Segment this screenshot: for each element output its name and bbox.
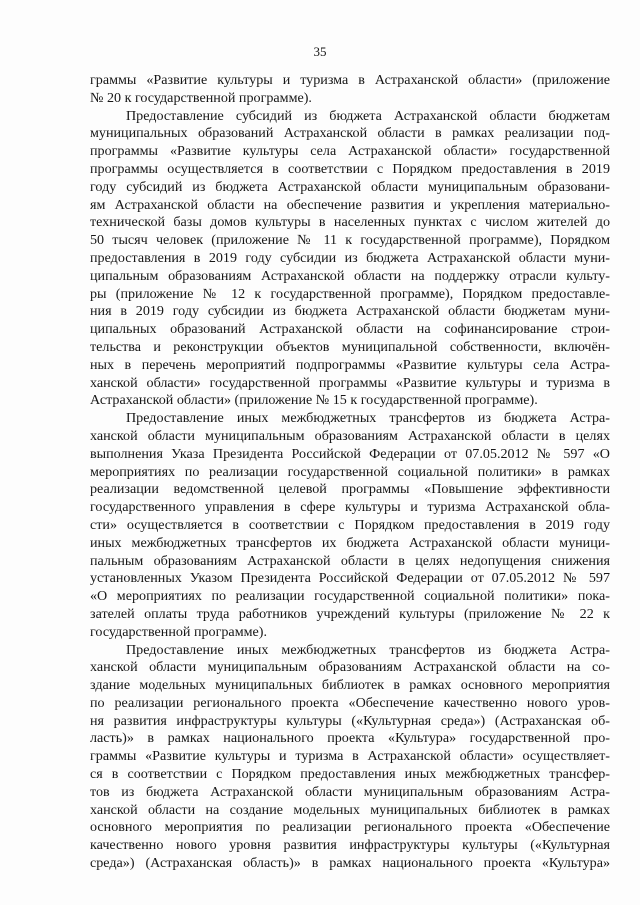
text-line: здание модельных муниципальных библиотек в рамках основного мероприятия: [90, 677, 610, 694]
text-line: программы «Развитие культуры села Астраханской области» государственной: [90, 143, 610, 160]
text-line: ры (приложение № 12 к государственной программе), Порядком предоставле-: [90, 285, 610, 302]
paragraph: [90, 72, 610, 108]
text-line: выполнения Указа Президента Российской Федерации от 07.05.2012 № 597 «О: [90, 445, 610, 462]
text-line: ханской области на создание модельных муниципальных библиотек в рамках: [90, 801, 610, 818]
text-line: Предоставление иных межбюджетных трансфертов из бюджета Астра-: [126, 410, 610, 427]
paragraph: [90, 410, 610, 641]
text-line: Предоставление субсидий из бюджета Астраханской области бюджетам: [126, 107, 610, 124]
text-line: ния в 2019 году субсидии из бюджета Астраханской области бюджетам муни-: [90, 303, 610, 320]
paragraph: [90, 108, 610, 411]
text-line: № 20 к государственной программе).: [90, 89, 312, 106]
text-line: по реализации регионального проекта «Обеспечение качественно нового уров-: [90, 694, 610, 711]
text-line: граммы «Развитие культуры и туризма в Астраханской области» осуществляет-: [90, 748, 610, 765]
text-line: пальным образованиям Астраханской области в целях недопущения снижения: [90, 552, 610, 569]
text-line: ханской области муниципальным образованиям Астраханской области на со-: [90, 659, 610, 676]
text-line: ся в соответствии с Порядком предоставления иных межбюджетных трансфер-: [90, 766, 610, 783]
text-line: предоставления в 2019 году субсидии из бюджета Астраханской области муни-: [90, 249, 610, 266]
text-line: тов из бюджета Астраханской области муниципальным образованиям Астра-: [90, 783, 610, 800]
text-line: сти» осуществляется в соответствии с Порядком предоставления в 2019 году: [90, 516, 610, 533]
text-line: качественно нового уровня развития инфраструктуры культуры («Культурная: [90, 837, 610, 854]
text-line: иных межбюджетных трансфертов их бюджета Астраханской области муници-: [90, 534, 610, 551]
text-line: ципальных образований Астраханской области на софинансирование строи-: [90, 321, 610, 338]
text-line: ям Астраханской области на обеспечение развития и укрепления материально-: [90, 196, 610, 213]
text-line: установленных Указом Президента Российской Федерации от 07.05.2012 № 597: [90, 570, 610, 587]
text-line: тельства и реконструкции объектов муниципальной собственности, включён-: [90, 338, 610, 355]
text-line: основного мероприятия по реализации регионального проекта «Обеспечение: [90, 819, 610, 836]
text-line: ханской области» государственной программы «Развитие культуры и туризма в: [90, 374, 610, 391]
text-line: программы осуществляется в соответствии с Порядком предоставления в 2019: [90, 160, 610, 177]
text-line: зателей оплаты труда работников учреждений культуры (приложение № 22 к: [90, 605, 610, 622]
text-line: Астраханской области» (приложение № 15 к государственной программе).: [90, 392, 538, 409]
text-line: ципальным образованиям Астраханской области на поддержку отрасли культу-: [90, 267, 610, 284]
text-line: ханской области муниципальным образованиям Астраханской области в целях: [90, 427, 610, 444]
text-line: реализации ведомственной целевой программы «Повышение эффективности: [90, 481, 610, 498]
text-line: муниципальных образований Астраханской области в рамках реализации под-: [90, 125, 610, 142]
text-line: мероприятиях по реализации государственной социальной политики» в рамках: [90, 463, 610, 480]
document-body: [90, 72, 610, 873]
text-line: 50 тысяч человек (приложение № 11 к государственной программе), Порядком: [90, 232, 610, 249]
text-line: ня развития инфраструктуры культуры («Культурная среда») (Астраханская об-: [90, 712, 610, 729]
text-line: государственного управления в сфере культуры и туризма Астраханской обла-: [90, 499, 610, 516]
text-line: году субсидий из бюджета Астраханской области муниципальным образовани-: [90, 178, 610, 195]
text-line: ных в перечень мероприятий подпрограммы «Развитие культуры села Астра-: [90, 356, 610, 373]
text-line: «О мероприятиях по реализации государственной социальной политики» пока-: [90, 588, 610, 605]
text-line: государственной программе).: [90, 623, 267, 640]
text-line: ласть)» в рамках национального проекта «Культура» государственной про-: [90, 730, 610, 747]
text-line: среда») (Астраханская область)» в рамках национального проекта «Культура»: [90, 855, 610, 872]
text-line: граммы «Развитие культуры и туризма в Астраханской области» (приложение: [90, 72, 610, 88]
text-line: технической базы домов культуры в населенных пунктах с числом жителей до: [90, 214, 610, 231]
paragraph: [90, 642, 610, 873]
text-line: Предоставление иных межбюджетных трансфертов из бюджета Астра-: [126, 641, 610, 658]
page-number: 35: [313, 44, 327, 59]
